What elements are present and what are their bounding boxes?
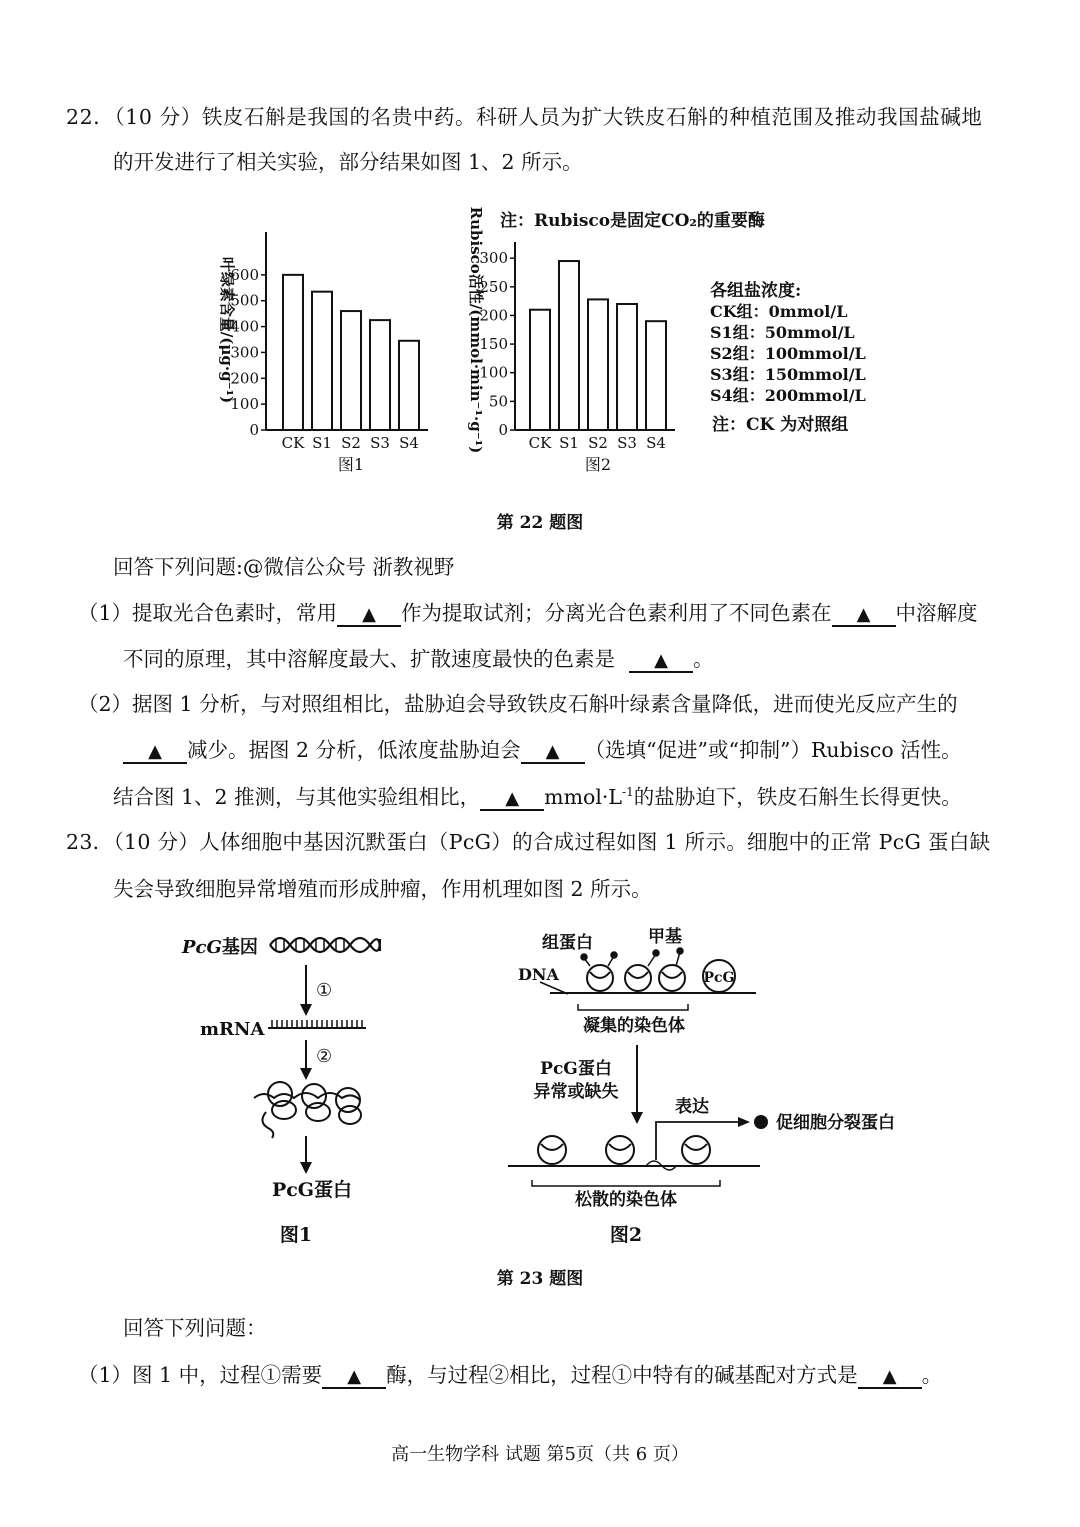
x-tick-label: S1: [312, 434, 332, 452]
q23-p1-c: 。: [921, 1363, 943, 1387]
q23-prompt: 回答下列问题：: [123, 1316, 267, 1340]
x-tick-label: S3: [370, 434, 390, 452]
pcg-label: PcG: [703, 970, 735, 986]
q22-p2-f: 的盐胁迫下，铁皮石斛生长得更快。: [633, 784, 962, 809]
answer-blank: ▲: [629, 651, 693, 673]
legend-item-ck: CK组：0mmol/L: [710, 302, 848, 321]
legend-item-s3: S3组：150mmol/L: [710, 365, 866, 384]
y-tick-label: 300: [230, 343, 259, 362]
page-footer: 高一生物学科 试题 第5页（共 6 页）: [391, 1444, 689, 1465]
loose-bracket: [532, 1180, 720, 1186]
y-tick-label: 600: [230, 265, 259, 284]
bar-ck: [283, 275, 303, 430]
x-tick-label: S4: [646, 434, 666, 452]
q22-part2-line1: （2）据图 1 分析，与对照组相比，盐胁迫会导致铁皮石斛叶绿素含量降低，进而使光反应产生的: [78, 692, 958, 716]
q23-figure-2: [508, 927, 895, 1246]
y-tick-label: 200: [479, 306, 508, 325]
step1-label: ①: [316, 980, 333, 1001]
y-tick-label: 0: [498, 421, 508, 439]
x-tick-label: S1: [559, 434, 579, 452]
y-tick-label: 250: [479, 277, 508, 296]
bar-s1: [559, 261, 579, 430]
gene-label-rest: 基因: [221, 937, 258, 958]
q22-p1-c: 中溶解度: [895, 601, 978, 625]
dna-label: DNA: [518, 965, 559, 984]
y-tick-label: 500: [230, 291, 259, 310]
q23-line2: 失会导致细胞异常增殖而形成肿瘤，作用机理如图 2 所示。: [113, 877, 652, 901]
x-tick-label: CK: [528, 434, 552, 452]
q22-figure-caption: 第 22 题图: [496, 513, 584, 533]
y-tick-label: 150: [479, 335, 508, 354]
q22-p1-a: （1）提取光合色素时，常用: [78, 601, 338, 625]
q22-part1-line2: [123, 649, 714, 673]
q22-part2-line3: [113, 786, 962, 811]
q22-line2: 的开发进行了相关实验，部分结果如图 1、2 所示。: [113, 150, 583, 174]
y-tick-label: 100: [230, 395, 259, 414]
y-tick-label: 300: [479, 249, 508, 268]
chart-title: 图1: [337, 455, 365, 474]
express-label: 表达: [675, 1097, 709, 1117]
legend-title: 各组盐浓度:: [710, 281, 802, 301]
y-tick-label: 0: [249, 421, 259, 439]
chart-2: [467, 207, 675, 474]
answer-blank: ▲: [337, 605, 401, 627]
q23-part1: [78, 1365, 942, 1389]
bar-s4: [646, 321, 666, 430]
histone-label: 组蛋白: [542, 933, 593, 953]
answer-blank: ▲: [480, 789, 544, 811]
y-axis-label: 叶绿素含量/(μg·g⁻¹): [218, 256, 236, 404]
q23-p1-a: （1）图 1 中，过程①需要: [78, 1363, 323, 1387]
bar-ck: [530, 310, 550, 430]
condensed-label: 凝集的染色体: [583, 1016, 685, 1036]
q23-figure-caption: 第 23 题图: [496, 1269, 584, 1289]
product-dot: [754, 1115, 768, 1129]
salt-legend: [710, 280, 866, 435]
answer-blank: ▲: [832, 605, 896, 627]
q22-p1-d: 不同的原理，其中溶解度最大、扩散速度最快的色素是: [123, 647, 615, 671]
q22-p2-b: 减少。据图 2 分析，低浓度盐胁迫会: [187, 738, 521, 762]
methyl-label: 甲基: [648, 927, 682, 947]
bar-s1: [312, 292, 332, 430]
q22-p1-b: 作为提取试剂；分离光合色素利用了不同色素在: [401, 601, 832, 625]
loose-nucleosomes: [538, 1136, 710, 1164]
chart-title: 图2: [584, 455, 612, 474]
answer-blank: ▲: [521, 742, 585, 764]
q22-p2-e-sup: -1: [622, 785, 634, 799]
legend-item-s1: S1组：50mmol/L: [710, 323, 855, 342]
ribosome-group: [254, 1082, 361, 1138]
condensed-nucleosomes: [587, 965, 685, 991]
q23-figure-1: [181, 936, 380, 1246]
q23-line1: 23．（10 分）人体细胞中基因沉默蛋白（PcG）的合成过程如图 1 所示。细胞中的正常 PcG 蛋白缺: [66, 830, 991, 854]
x-tick-label: CK: [281, 434, 305, 452]
step2-label: ②: [316, 1046, 333, 1067]
fig1-caption: 图1: [279, 1224, 313, 1246]
legend-item-s4: S4组：200mmol/L: [710, 386, 866, 405]
answer-blank: ▲: [322, 1367, 386, 1389]
legend-note: 注：CK 为对照组: [712, 415, 849, 435]
q22-p2-e: mmol·L: [544, 784, 623, 809]
svg-text:PcG基因: [181, 936, 258, 958]
q22-part1-line1: [78, 603, 978, 627]
q22-part2-line2: [123, 740, 962, 764]
q22-p2-d: 结合图 1、2 推测，与其他实验组相比，: [113, 784, 481, 809]
x-tick-label: S2: [341, 434, 361, 452]
q22-p2-c: （选填“促进”或“抑制”）Rubisco 活性。: [584, 738, 962, 762]
gene-label-italic: PcG: [182, 937, 222, 958]
cause-line1: PcG蛋白: [540, 1059, 612, 1079]
x-tick-label: S3: [617, 434, 637, 452]
bar-s2: [588, 299, 608, 430]
methyl-groups: [581, 948, 683, 966]
bar-s3: [370, 320, 390, 430]
protein-label: PcG蛋白: [271, 1179, 353, 1201]
legend-item-s2: S2组：100mmol/L: [710, 344, 866, 363]
loose-label: 松散的染色体: [575, 1190, 677, 1210]
bar-s4: [399, 341, 419, 430]
y-tick-label: 400: [230, 317, 259, 336]
condensed-bracket: [578, 1004, 688, 1010]
mrna-label: mRNA: [200, 1019, 265, 1040]
q22-prompt: 回答下列问题:@微信公众号 浙教视野: [113, 555, 455, 579]
fig2-caption: 图2: [609, 1224, 643, 1246]
y-tick-label: 50: [488, 392, 508, 411]
answer-blank: ▲: [858, 1367, 922, 1389]
y-tick-label: 100: [479, 363, 508, 382]
bar-s2: [341, 311, 361, 430]
y-axis-label: Rubisco活性/(mmol·min⁻¹·g⁻¹): [467, 206, 485, 454]
q23-p1-b: 酶，与过程②相比，过程①中特有的碱基配对方式是: [386, 1363, 858, 1387]
x-tick-label: S2: [588, 434, 608, 452]
chart-2-note: 注：Rubisco是固定CO₂的重要酶: [500, 211, 765, 231]
y-tick-label: 200: [230, 369, 259, 388]
q22-line1: 22．（10 分）铁皮石斛是我国的名贵中药。科研人员为扩大铁皮石斛的种植范围及推动我国盐碱地: [66, 105, 983, 129]
q22-p1-e: 。: [693, 647, 714, 671]
x-tick-label: S4: [399, 434, 419, 452]
chart-1: [218, 232, 428, 474]
cause-line2: 异常或缺失: [533, 1082, 619, 1102]
bar-s3: [617, 304, 637, 430]
product-label: 促细胞分裂蛋白: [776, 1113, 895, 1133]
mrna-bases: [272, 1020, 362, 1028]
answer-blank: ▲: [123, 742, 187, 764]
